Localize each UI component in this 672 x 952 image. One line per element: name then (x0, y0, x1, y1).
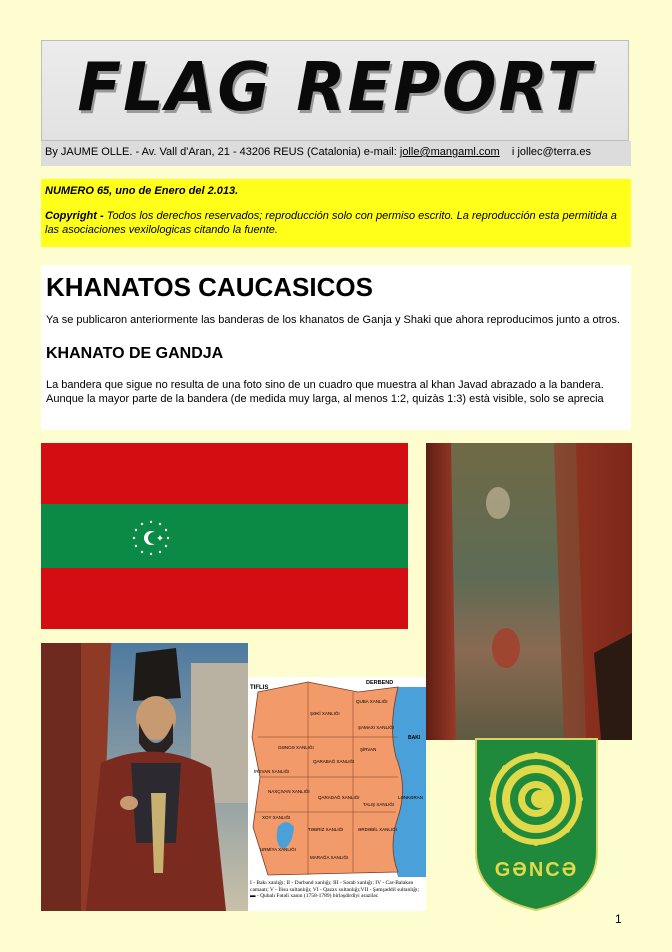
map-label-quba: QUBA XANLIĞI (356, 699, 388, 704)
byline-text: By JAUME OLLE. - Av. Vall d'Aran, 21 - 43206 REUS (Catalonia) e-mail: (45, 146, 397, 158)
masthead (41, 40, 629, 141)
flag-green-stripe (41, 504, 408, 568)
ganja-emblem (474, 737, 599, 912)
copyright-text: Todos los derechos reservados; reproducción solo con permiso escrito. La reproducción esta permitida a las asociaciones vexilologicas citando la fuente. (45, 210, 617, 236)
khanates-map (248, 677, 426, 911)
map-label-tebriz: TƏBRİZ XANLIĞI (308, 827, 344, 832)
khan-painting (41, 643, 248, 911)
flag-red-stripe-bottom (41, 568, 408, 629)
byline-separator: i (511, 146, 515, 158)
page-number: 1 (615, 912, 622, 926)
article-body: La bandera que sigue no resulta de una foto sino de un cuadro que muestra al khan Javad abrazado a la bandera. Aunque la mayor parte de la bandera (de medida muy larga, al menos 1:2, quizàs 1:3) està visible, solo se aprecia (46, 379, 604, 405)
map-caption: I - Bakı xanlığı; II - Dərbənd xanlığı; III - Sərab xanlığı; IV - Car-Balakən camaatı; V - İlisu sultanlığı; VI - Qazax sultanlığı;VII - Şəmşəddil sultanlığı; ▬ - Qubalı Fətəli xanın (1758-1789) birləşdirdiyi ərazilər. (250, 880, 420, 900)
map-label-tiflis: TIFLIS (250, 685, 269, 691)
map-label-qaradag: QARADAĞ XANLIĞI (318, 795, 360, 800)
gandja-flag (41, 443, 408, 629)
map-label-erdebil: ƏRDƏBİL XANLIĞI (358, 827, 397, 832)
article-subheading: KHANATO DE GANDJA (46, 345, 224, 362)
map-label-gence: GƏNCƏ XANLIĞI (278, 745, 314, 750)
article (41, 265, 631, 430)
crescent-stars-icon (127, 517, 175, 559)
issue-box (41, 179, 631, 247)
map-label-sirvan: ŞİRVAN (360, 747, 377, 752)
issue-number: NUMERO 65, uno de Enero del 2.013. (45, 185, 239, 197)
map-label-samaxi: ŞAMAXI XANLIĞI (358, 725, 395, 730)
map-label-seki: ŞƏKİ XANLIĞI (310, 711, 340, 716)
historic-flag-photo (426, 443, 632, 740)
map-label-derbend: DERBEND (366, 680, 394, 686)
email-link-2[interactable]: jollec@terra.es (517, 146, 591, 158)
map-label-baki: BAKI (408, 735, 421, 741)
map-label-lenkeran: LƏNKƏRAN (398, 795, 424, 800)
flag-red-stripe-top (41, 443, 408, 504)
map-label-maraga: MARAĞA XANLIĞI (310, 855, 349, 860)
map-label-qarabag: QARABAĞ XANLIĞI (313, 759, 355, 764)
map-label-xoy: XOY XANLIĞI (262, 815, 291, 820)
map-label-urmiya: URMİYA XANLIĞI (260, 847, 296, 852)
byline (41, 141, 631, 166)
copyright-notice (45, 209, 627, 237)
map-label-naxcivan: NAXÇIVAN XANLIĞI (268, 789, 310, 794)
emblem-text: GƏNCƏ (494, 859, 579, 881)
masthead-title: FLAG REPORT (77, 49, 593, 127)
map-label-talis: TALIŞ XANLIĞI (363, 802, 395, 807)
email-link-1[interactable]: jolle@mangaml.com (399, 146, 500, 158)
copyright-label: Copyright - (45, 210, 104, 222)
article-intro: Ya se publicaron anteriormente las banderas de los khanatos de Ganja y Shaki que ahora reproducimos junto a otros. (46, 314, 620, 326)
article-heading: KHANATOS CAUCASICOS (46, 272, 373, 302)
map-label-irevan: İREVAN XANLIĞI (254, 769, 290, 774)
